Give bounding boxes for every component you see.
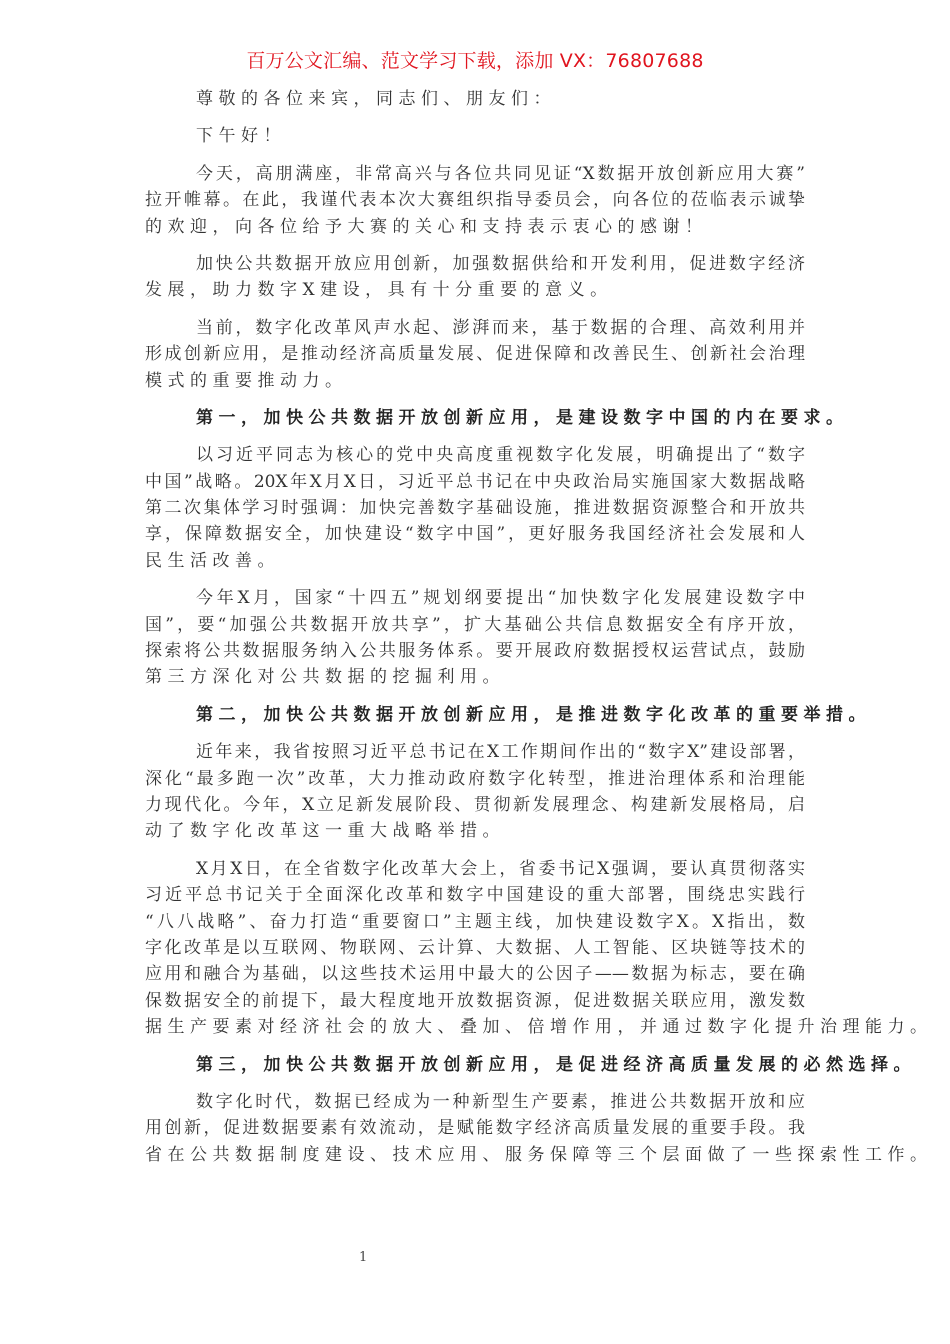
paragraph (145, 251, 805, 304)
text-line: 据生产要素对经济社会的放大、叠加、倍增作用，并通过数字化提升治理能力。 (145, 1017, 933, 1038)
text-line: 尊敬的各位来宾，同志们、朋友们： (196, 89, 556, 109)
text-line: 以习近平同志为核心的党中央高度重视数字化发展，明确提出了“数字 (196, 445, 805, 466)
text-line: 加快公共数据开放应用创新，加强数据供给和开发利用，促进数字经济 (196, 253, 805, 274)
text-line: 第二，加快公共数据开放创新应用，是推进数字化改革的重要举措。 (196, 704, 871, 725)
section-heading (145, 405, 849, 431)
paragraph (145, 123, 805, 149)
text-line: 习近平总书记关于全面深化改革和数字中国建设的重大部署，围绕忠实践行 (145, 885, 805, 906)
document-body (145, 86, 933, 1179)
section-heading (145, 1052, 916, 1078)
text-line: 用创新，促进数据要素有效流动，是赋能数字经济高质量发展的重要手段。我 (145, 1118, 805, 1139)
text-line: 享，保障数据安全，加快建设“数字中国”，更好服务我国经济社会发展和人 (145, 524, 805, 545)
text-line: 今天，高朋满座，非常高兴与各位共同见证“X数据开放创新应用大赛” (196, 163, 805, 184)
page-number: 1 (359, 1250, 368, 1265)
paragraph (145, 856, 933, 1041)
text-line: 今年X月，国家“十四五”规划纲要提出“加快数字化发展建设数字中 (196, 588, 805, 609)
paragraph (145, 315, 805, 394)
text-line: 第三，加快公共数据开放创新应用，是促进经济高质量发展的必然选择。 (196, 1054, 916, 1075)
text-line: 字化改革是以互联网、物联网、云计算、大数据、人工智能、区块链等技术的 (145, 937, 805, 958)
text-line: 中国”战略。20X年X月X日，习近平总书记在中央政治局实施国家大数据战略 (145, 471, 805, 492)
text-line: 第二次集体学习时强调：加快完善数字基础设施，推进数据资源整合和开放共 (145, 498, 805, 519)
text-line: 力现代化。今年，X立足新发展阶段、贯彻新发展理念、构建新发展格局，启 (145, 794, 805, 815)
text-line: 近年来，我省按照习近平总书记在X工作期间作出的“数字X”建设部署， (196, 742, 805, 763)
text-line: 省在公共数据制度建设、技术应用、服务保障等三个层面做了一些探索性工作。 (145, 1144, 933, 1165)
text-line: 动了数字化改革这一重大战略举措。 (145, 821, 505, 842)
paragraph (145, 161, 805, 240)
text-line: 第三方深化对公共数据的挖掘利用。 (145, 667, 505, 688)
text-line: 第一，加快公共数据开放创新应用，是建设数字中国的内在要求。 (196, 407, 849, 428)
paragraph (145, 585, 805, 691)
section-heading (145, 702, 871, 728)
text-line: 深化“最多跑一次”改革，大力推动政府数字化转型，推进治理体系和治理能 (145, 768, 805, 789)
paragraph (145, 739, 805, 845)
paragraph (145, 1089, 933, 1168)
text-line: 拉开帷幕。在此，我谨代表本次大赛组织指导委员会，向各位的莅临表示诚挚 (145, 190, 805, 211)
paragraph (145, 442, 805, 574)
text-line: 形成创新应用，是推动经济高质量发展、促进保障和改善民生、创新社会治理 (145, 344, 805, 365)
text-line: 保数据安全的前提下，最大程度地开放数据资源，促进数据关联应用，激发数 (145, 990, 805, 1011)
text-line: 应用和融合为基础，以这些技术运用中最大的公因子——数据为标志，要在确 (145, 964, 805, 985)
text-line: 当前，数字化改革风声水起、澎湃而来，基于数据的合理、高效利用并 (196, 317, 805, 338)
watermark-banner: 百万公文汇编、范文学习下载，添加 VX：76807688 (246, 50, 704, 72)
text-line: 国”，要“加强公共数据开放共享”，扩大基础公共信息数据安全有序开放， (145, 614, 805, 635)
text-line: 发展，助力数字X建设，具有十分重要的意义。 (145, 280, 613, 301)
text-line: 的欢迎，向各位给予大赛的关心和支持表示衷心的感谢！ (145, 216, 708, 237)
text-line: 民生活改善。 (145, 550, 280, 571)
text-line: X月X日，在全省数字化改革大会上，省委书记X强调，要认真贯彻落实 (196, 858, 805, 879)
paragraph (145, 86, 805, 112)
text-line: 下午好！ (196, 126, 286, 147)
text-line: 探索将公共数据服务纳入公共服务体系。要开展政府数据授权运营试点，鼓励 (145, 641, 805, 662)
text-line: “八八战略”、奋力打造“重要窗口”主题主线，加快建设数字X。X指出，数 (145, 911, 805, 932)
text-line: 模式的重要推动力。 (145, 370, 348, 391)
text-line: 数字化时代，数据已经成为一种新型生产要素，推进公共数据开放和应 (196, 1091, 805, 1112)
